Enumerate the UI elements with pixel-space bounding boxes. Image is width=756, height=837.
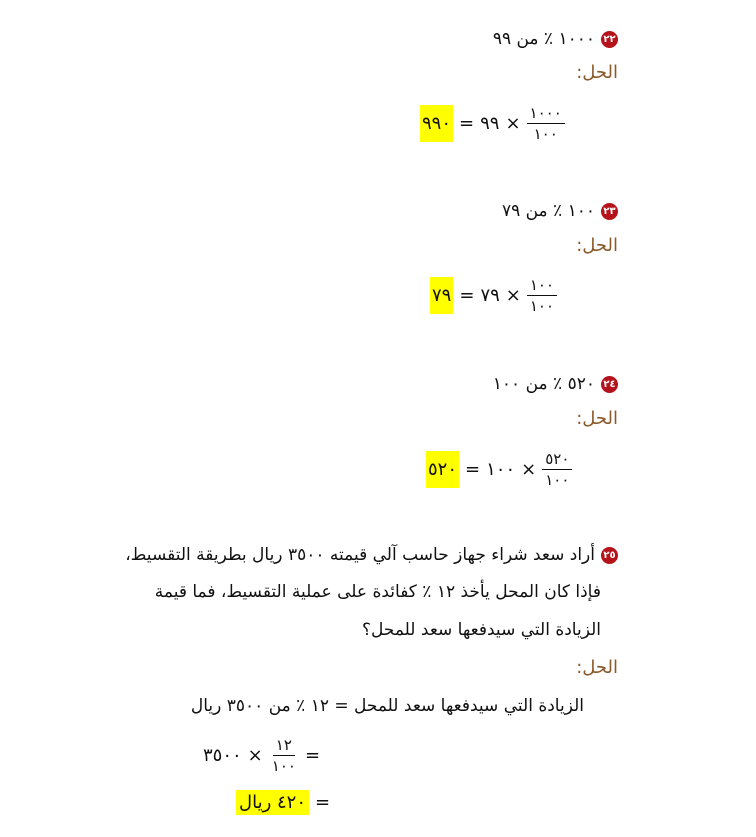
- result-highlight: ٥٢٠: [426, 451, 459, 488]
- equals-sign: =: [459, 113, 475, 134]
- solution-label: الحل:: [576, 408, 618, 429]
- operand: ٣٥٠٠: [203, 745, 242, 766]
- fraction: [269, 736, 299, 775]
- fraction: [527, 276, 557, 315]
- times-sign: ×: [247, 745, 263, 766]
- operand: ٧٩: [480, 285, 500, 306]
- denominator: ١٠٠: [533, 125, 558, 143]
- fraction: [542, 450, 572, 489]
- result-highlight: ٧٩: [430, 277, 453, 314]
- numerator: ١٢: [273, 736, 295, 756]
- problem-text: ١٠٠٠ ٪ من ٩٩: [492, 29, 595, 49]
- equals-sign: =: [304, 745, 321, 766]
- problem-23: [502, 200, 618, 222]
- equation-23: [430, 276, 557, 315]
- result-highlight: ٤٢٠ ريال: [236, 790, 309, 815]
- equals-sign: =: [465, 459, 481, 480]
- solution-step-1: الزيادة التي سيدفعها سعد للمحل = ١٢ ٪ من ٣٥٠٠ ريال: [190, 696, 584, 716]
- problem-25: [125, 544, 618, 566]
- problem-number-badge: ٢٣: [601, 203, 618, 220]
- solution-step-3: [236, 790, 336, 815]
- problem-22: [493, 28, 618, 50]
- times-sign: ×: [505, 285, 521, 306]
- problem-number-badge: ٢٥: [601, 547, 618, 564]
- solution-step-2: [203, 736, 326, 775]
- problem-text: ١٠٠ ٪ من ٧٩: [501, 201, 595, 221]
- problem-number-badge: ٢٤: [601, 376, 618, 393]
- problem-text-line-1: أراد سعد شراء جهاز حاسب آلي قيمته ٣٥٠٠ ريال بطريقة التقسيط،: [125, 545, 595, 565]
- fraction: [527, 104, 565, 143]
- solution-label: الحل:: [576, 62, 618, 83]
- problem-text-line-2: فإذا كان المحل يأخذ ١٢ ٪ كفائدة على عملية التقسيط، فما قيمة: [154, 582, 601, 602]
- problem-24: [493, 373, 618, 395]
- denominator: ١٠٠: [529, 297, 555, 315]
- operand: ٩٩: [480, 113, 500, 134]
- times-sign: ×: [505, 113, 521, 134]
- operand: ١٠٠: [486, 459, 516, 480]
- denominator: ١٠٠: [545, 471, 570, 489]
- problem-text: ٥٢٠ ٪ من ١٠٠: [492, 374, 595, 394]
- equals-sign: =: [459, 285, 475, 306]
- equation-24: [426, 450, 572, 489]
- denominator: ١٠٠: [271, 757, 296, 775]
- equals-sign: =: [315, 792, 331, 813]
- problem-number-badge: ٢٢: [601, 31, 618, 48]
- numerator: ١٠٠: [527, 276, 557, 296]
- numerator: ٥٢٠: [542, 450, 572, 470]
- equation-22: [420, 104, 565, 143]
- problem-text-line-3: الزيادة التي سيدفعها سعد للمحل؟: [361, 620, 601, 640]
- solution-label: الحل:: [576, 657, 618, 678]
- numerator: ١٠٠٠: [527, 104, 565, 124]
- times-sign: ×: [521, 459, 537, 480]
- result-highlight: ٩٩٠: [420, 105, 453, 142]
- solution-label: الحل:: [576, 235, 618, 256]
